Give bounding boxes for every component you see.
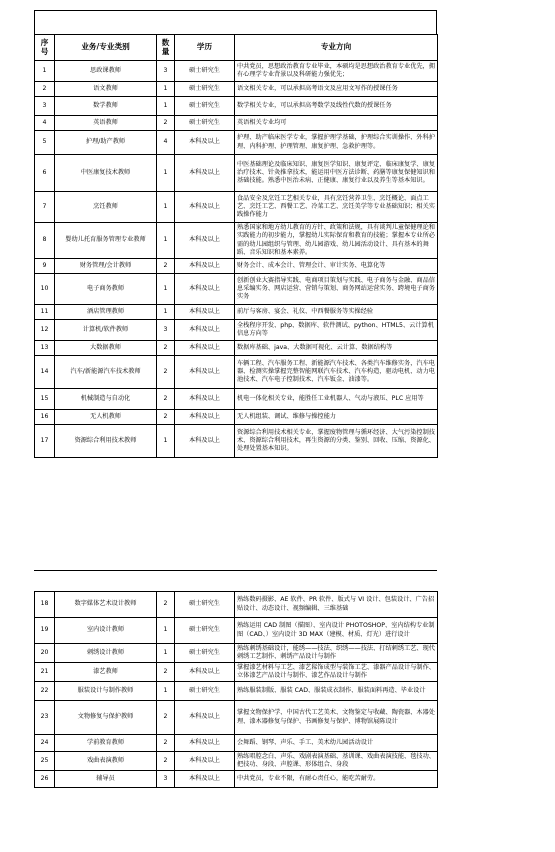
row-direction: 掌握漆艺材料与工艺、漆艺髹饰成型与装饰工艺、漆器产品设计与制作、立体漆艺产品设计与制作、漆艺作品设计与制作 (235, 663, 438, 682)
row-education: 硕士研究生 (175, 682, 235, 701)
row-category: 计算机/软件教师 (55, 320, 157, 341)
row-category: 服装设计与制作教师 (55, 682, 157, 701)
row-education: 硕士研究生 (175, 116, 235, 131)
table-row (35, 410, 438, 425)
row-category: 辅导员 (55, 771, 157, 788)
row-no: 8 (35, 223, 55, 259)
row-category: 护理/助产教师 (55, 131, 157, 155)
row-category: 无人机教师 (55, 410, 157, 425)
header-count: 数量 (157, 35, 175, 61)
table-row (35, 97, 438, 116)
table-row (35, 82, 438, 97)
row-count: 1 (157, 305, 175, 320)
row-category: 漆艺教师 (55, 663, 157, 682)
table-row (35, 305, 438, 320)
row-direction: 熟练服装制版、服装 CAD、服装成衣制作、服装面料再造、毕业设计 (235, 682, 438, 701)
row-direction: 中医基础理论及临床知识、康复医学知识、康复评定、临床康复学、康复治疗技术、针灸推拿技术，能运用中医方法诊断、药膳等康复保健知识和基础技能。熟悉中医治未病、正健康、康复行业以及养生等基本知识。 (235, 155, 438, 192)
row-direction: 前厅与客房、宴会、礼仪、中西餐服务等实操经验 (235, 305, 438, 320)
row-count: 1 (157, 644, 175, 663)
row-no: 14 (35, 356, 55, 389)
row-education: 硕士研究生 (175, 592, 235, 618)
row-category: 戏曲表演教师 (55, 752, 157, 771)
row-count: 2 (157, 116, 175, 131)
row-education: 本科及以上 (175, 752, 235, 771)
row-count: 2 (157, 389, 175, 410)
row-direction: 数据库基础、java、大数据可视化、云计算、数据结构等 (235, 341, 438, 356)
row-education: 本科及以上 (175, 735, 235, 752)
table-row (35, 116, 438, 131)
row-no: 19 (35, 618, 55, 644)
page-gap (34, 570, 437, 590)
table-row (35, 618, 438, 644)
row-count: 2 (157, 410, 175, 425)
header-category: 业务/专业类别 (55, 35, 157, 61)
row-education: 本科及以上 (175, 425, 235, 458)
row-direction: 财务会计、成本会计、管理会计、审计实务、电算化等 (235, 259, 438, 274)
row-education: 本科及以上 (175, 155, 235, 192)
table-row (35, 701, 438, 735)
row-count: 1 (157, 618, 175, 644)
row-no: 23 (35, 701, 55, 735)
row-education: 硕士研究生 (175, 618, 235, 644)
row-no: 1 (35, 61, 55, 82)
table-row (35, 131, 438, 155)
table-row (35, 752, 438, 771)
row-count: 2 (157, 752, 175, 771)
row-education: 本科及以上 (175, 356, 235, 389)
row-count: 3 (157, 771, 175, 788)
row-education: 本科及以上 (175, 223, 235, 259)
row-direction: 熟练刺绣基础设计，能绣——技法、织绣——技法、打结刺绣工艺、现代刺绣工艺制作、刺绣产品设计与制作 (235, 644, 438, 663)
row-direction: 英语相关专业均可 (235, 116, 438, 131)
row-count: 1 (157, 97, 175, 116)
row-count: 1 (157, 223, 175, 259)
row-no: 2 (35, 82, 55, 97)
row-no: 18 (35, 592, 55, 618)
header-education: 学历 (175, 35, 235, 61)
row-count: 2 (157, 341, 175, 356)
table-row (35, 223, 438, 259)
row-education: 本科及以上 (175, 305, 235, 320)
row-category: 烹饪教师 (55, 192, 157, 223)
row-no: 9 (35, 259, 55, 274)
row-category: 中医康复技术教师 (55, 155, 157, 192)
row-count: 2 (157, 259, 175, 274)
row-category: 文物修复与保护教师 (55, 701, 157, 735)
row-category: 机械制造与自动化 (55, 389, 157, 410)
row-no: 24 (35, 735, 55, 752)
row-direction: 会舞蹈、钢琴、声乐、手工、美术幼儿园活动设计 (235, 735, 438, 752)
table-row (35, 425, 438, 458)
row-count: 2 (157, 356, 175, 389)
row-category: 英语教师 (55, 116, 157, 131)
row-direction: 掌握文物保护学、中国古代工艺美术、文物鉴定与收藏、陶瓷器、木器处理、漆木器修复与保护、书画修复与保护、博物馆展陈设计 (235, 701, 438, 735)
top-title-box (34, 10, 437, 35)
row-no: 21 (35, 663, 55, 682)
row-direction: 熟练运用 CAD 制图（描图）、室内设计 PHOTOSHOP、室内结构专业制图（CAD、）室内设计 3D MAX（建模、材质、灯光）进行设计 (235, 618, 438, 644)
row-category: 室内设计教师 (55, 618, 157, 644)
row-education: 本科及以上 (175, 320, 235, 341)
row-direction: 车辆工程、汽车服务工程、新能源汽车技术、各类汽车维修实务，汽车电器、检测实操掌握完整智能网联汽车技术、汽车构造，驱动电机、动力电池技术、汽车电子控制技术、汽车钣金、油漆等。 (235, 356, 438, 389)
row-education: 本科及以上 (175, 410, 235, 425)
row-no: 13 (35, 341, 55, 356)
row-category: 刺绣设计教师 (55, 644, 157, 663)
row-direction: 数学相关专业，可以承担高考数学及线性代数的授课任务 (235, 97, 438, 116)
table-row (35, 61, 438, 82)
table-row (35, 320, 438, 341)
row-direction: 护理、助产临床医学专业，掌握护理学基础，护理综合实训操作、外科护理、内科护理、护理管理、康复护理、急救护理等。 (235, 131, 438, 155)
row-direction: 创新创业大赛指导实践、电商项目策划与实践、电子商务与金融、商品信息采编实务、网店运营、营销与策划、商务网站运营实务、跨境电子商务实务 (235, 274, 438, 305)
row-category: 数学教师 (55, 97, 157, 116)
row-direction: 中共党员，专业不限，有耐心责任心，能吃苦耐劳。 (235, 771, 438, 788)
table-row (35, 356, 438, 389)
row-education: 本科及以上 (175, 192, 235, 223)
row-direction: 机电一体化相关专业，能胜任工业机器人、气动与液压、PLC 应用等 (235, 389, 438, 410)
row-education: 硕士研究生 (175, 61, 235, 82)
table-row (35, 682, 438, 701)
table-row (35, 389, 438, 410)
row-direction: 熟练数码摄影、AE 软件、PR 软件、版式与 VI 设计、包装设计、广告招贴设计、动态设计、视频编辑、三维基础 (235, 592, 438, 618)
header-no: 序号 (35, 35, 55, 61)
row-count: 3 (157, 61, 175, 82)
row-category: 电子商务教师 (55, 274, 157, 305)
row-no: 20 (35, 644, 55, 663)
row-count: 1 (157, 682, 175, 701)
row-direction: 食品安全及烹饪工艺相关专业，具有烹饪营养卫生、烹饪概论、面点工艺、烹饪工艺、西餐工艺、冷菜工艺、烹饪美学等专业基础知识；相关实践操作能力 (235, 192, 438, 223)
row-category: 酒店管理教师 (55, 305, 157, 320)
row-education: 本科及以上 (175, 259, 235, 274)
row-count: 1 (157, 192, 175, 223)
table-row (35, 274, 438, 305)
row-education: 本科及以上 (175, 701, 235, 735)
row-category: 语文教师 (55, 82, 157, 97)
recruitment-table-part2 (34, 591, 438, 788)
row-category: 资源综合利用技术教师 (55, 425, 157, 458)
row-count: 4 (157, 131, 175, 155)
row-direction: 资源综合利用技术相关专业，掌握废物管理与循环经济、大气污染控制技术、资源综合利用技术，再生资源的分类、鉴别、回收、压缩、资源化、处理处置基本知识。 (235, 425, 438, 458)
row-no: 25 (35, 752, 55, 771)
row-category: 思政课教师 (55, 61, 157, 82)
row-no: 6 (35, 155, 55, 192)
row-education: 本科及以上 (175, 389, 235, 410)
row-education: 硕士研究生 (175, 97, 235, 116)
row-count: 3 (157, 320, 175, 341)
row-no: 12 (35, 320, 55, 341)
table-row (35, 341, 438, 356)
row-count: 2 (157, 735, 175, 752)
row-direction: 全栈程序开发、php、数据库、软件测试、python、HTML5、云计算机信息方向等 (235, 320, 438, 341)
table-row (35, 735, 438, 752)
row-count: 1 (157, 274, 175, 305)
row-education: 本科及以上 (175, 341, 235, 356)
row-count: 2 (157, 663, 175, 682)
row-category: 学前教育教师 (55, 735, 157, 752)
row-no: 16 (35, 410, 55, 425)
table-row (35, 592, 438, 618)
table-row (35, 155, 438, 192)
row-category: 汽车/新能源汽车技术教师 (55, 356, 157, 389)
row-direction: 熟练唱腔念白、声乐、戏剧表演基础、基训课、戏曲表演技能、毯技功、把技功、身段、声腔课、形体组合、身段 (235, 752, 438, 771)
row-education: 硕士研究生 (175, 644, 235, 663)
row-no: 5 (35, 131, 55, 155)
table-row (35, 192, 438, 223)
row-category: 数字媒体艺术设计教师 (55, 592, 157, 618)
row-direction: 中共党员，思想政治教育专业毕业，本硕均是思想政治教育专业优先，拥有心理学专业背景以及科研能力强优先； (235, 61, 438, 82)
row-education: 本科及以上 (175, 663, 235, 682)
row-count: 2 (157, 701, 175, 735)
row-education: 本科及以上 (175, 131, 235, 155)
row-category: 大数据教师 (55, 341, 157, 356)
row-direction: 语文相关专业，可以承担高考语文及应用文写作的授课任务 (235, 82, 438, 97)
row-direction: 无人机组装、调试、维修与操控能力 (235, 410, 438, 425)
row-category: 财务管理/会计教师 (55, 259, 157, 274)
row-education: 硕士研究生 (175, 82, 235, 97)
row-no: 22 (35, 682, 55, 701)
row-education: 本科及以上 (175, 771, 235, 788)
row-count: 1 (157, 155, 175, 192)
row-direction: 熟悉国家和地方幼儿教育的方针、政策和法规，具有谈判儿童保健理论和实践能力的初步能力，掌握幼儿实际保育和教育的技能；掌握本专业所必需的幼儿园组织与管理、幼儿园游戏、幼儿园活动设计、具有基本的舞蹈、音乐知识和基本素养。 (235, 223, 438, 259)
row-education: 本科及以上 (175, 274, 235, 305)
table-row (35, 259, 438, 274)
row-no: 11 (35, 305, 55, 320)
row-count: 2 (157, 592, 175, 618)
table-row (35, 644, 438, 663)
row-category: 婴幼儿托育服务管理专业教师 (55, 223, 157, 259)
table-row (35, 663, 438, 682)
recruitment-table-part1 (34, 34, 438, 458)
table-row (35, 771, 438, 788)
row-no: 10 (35, 274, 55, 305)
header-direction: 专业方向 (235, 35, 438, 61)
row-no: 7 (35, 192, 55, 223)
row-no: 26 (35, 771, 55, 788)
row-no: 15 (35, 389, 55, 410)
row-count: 1 (157, 425, 175, 458)
row-no: 4 (35, 116, 55, 131)
row-count: 1 (157, 82, 175, 97)
row-no: 17 (35, 425, 55, 458)
row-no: 3 (35, 97, 55, 116)
